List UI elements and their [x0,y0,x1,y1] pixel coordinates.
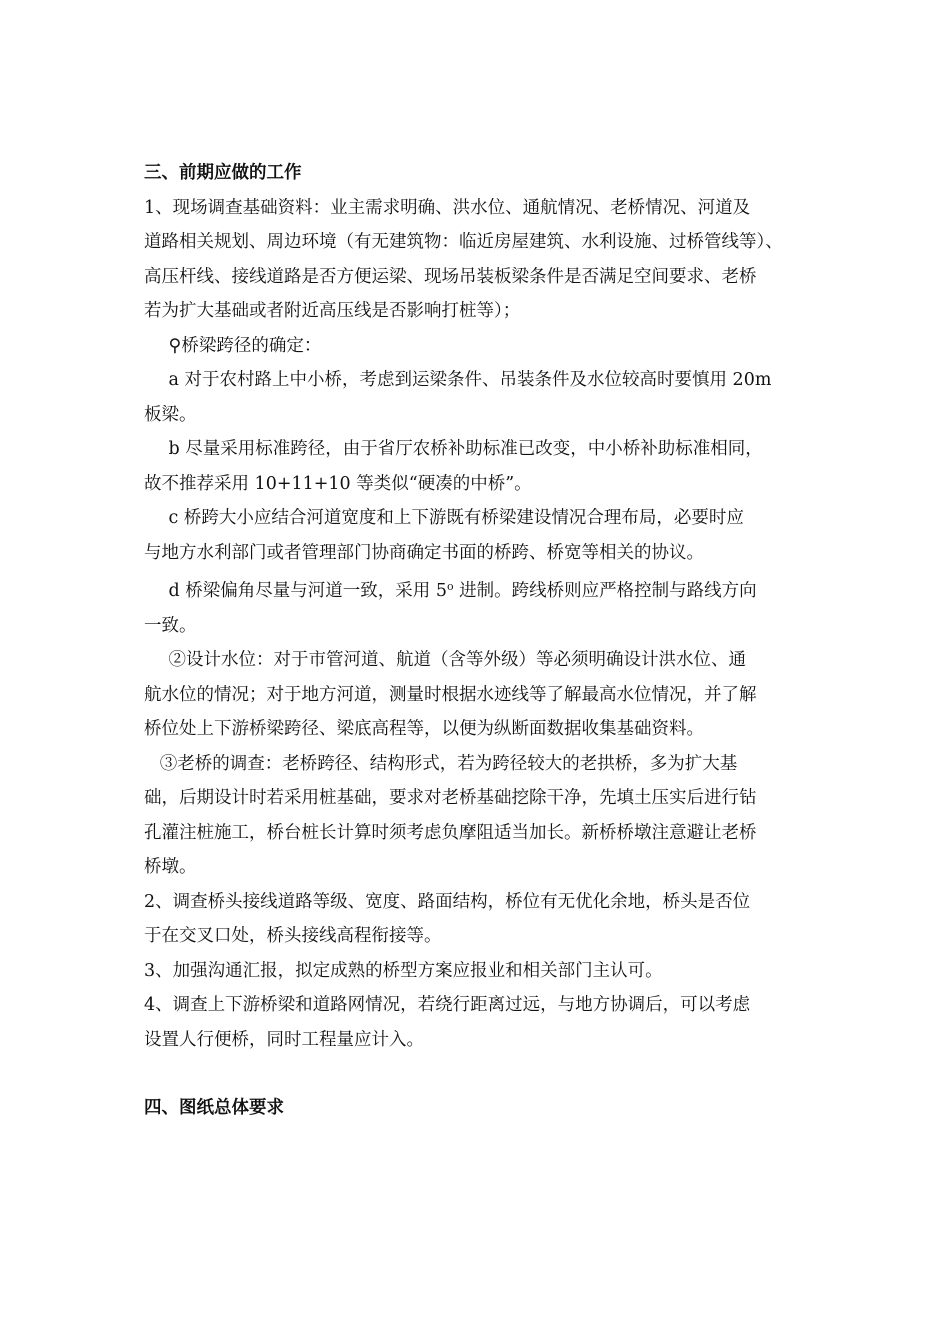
item-1-line-4: 若为扩大基础或者附近高压线是否影响打桩等）； [144,301,521,321]
item-3: 3、加强沟通汇报，拟定成熟的桥型方案应报业和相关部门主认可。 [144,960,663,981]
point-d-text-post: 进制。跨线桥则应严格控制与路线方向 [453,581,757,601]
old-bridge-line-2: 础，后期设计时若采用桩基础，要求对老桥基础挖除干净，先填土压实后进行钻 [144,788,757,808]
item-2-line-2: 于在交叉口处，桥头接线高程衔接等。 [144,926,442,946]
item-1-line-2: 道路相关规划、周边环境（有无建筑物：临近房屋建筑、水利设施、过桥管线等）、 [144,232,783,252]
degree-superscript: o [446,580,454,593]
item-4-line-2: 设置人行便桥，同时工程量应计入。 [144,1029,424,1050]
section-4-title: 四、图纸总体要求 [144,1098,284,1118]
point-d-line-2: 一致。 [144,615,197,636]
point-d-line-1 [144,570,808,609]
old-bridge-line-1: ③老桥的调查：老桥跨径、结构形式，若为跨径较大的老拱桥，多为扩大基 [159,753,738,774]
span-heading: ⚲桥梁跨径的确定： [168,335,322,356]
point-a-line-2: 板梁。 [144,404,197,425]
water-level-line-2: 航水位的情况；对于地方河道，测量时根据水迹线等了解最高水位情况，并了解 [144,684,757,705]
water-level-line-1: ②设计水位：对于市管河道、航道（含等外级）等必须明确设计洪水位、通 [168,650,746,670]
water-level-line-3: 桥位处上下游桥梁跨径、梁底高程等，以便为纵断面数据收集基础资料。 [144,719,704,739]
old-bridge-line-4: 桥墩。 [144,857,197,877]
point-d-text-pre: d 桥梁偏角尽量与河道一致，采用 5 [168,581,447,601]
item-2-line-1: 2、调查桥头接线道路等级、宽度、路面结构，桥位有无优化余地，桥头是否位 [144,891,751,912]
item-1-line-1: 1、现场调查基础资料：业主需求明确、洪水位、通航情况、老桥情况、河道及 [144,197,751,218]
point-b-line-2: 故不推荐采用 10+11+10 等类似“硬凑的中桥”。 [144,473,532,494]
point-c-line-2: 与地方水利部门或者管理部门协商确定书面的桥跨、桥宽等相关的协议。 [144,542,704,563]
item-1-line-3: 高压杆线、接线道路是否方便运梁、现场吊装板梁条件是否满足空间要求、老桥 [144,266,757,287]
point-a-line-1: a 对于农村路上中小桥，考虑到运梁条件、吊装条件及水位较高时要慎用 20m [168,370,772,390]
item-4-line-1: 4、调查上下游桥梁和道路网情况，若绕行距离过远，与地方协调后，可以考虑 [144,995,751,1015]
document-body [144,156,808,1126]
section-3-title: 三、前期应做的工作 [144,163,302,183]
point-c-line-1: c 桥跨大小应结合河道宽度和上下游既有桥梁建设情况合理布局，必要时应 [168,508,744,528]
point-b-line-1: b 尽量采用标准跨径，由于省厅农桥补助标准已改变，中小桥补助标准相同， [168,439,763,459]
old-bridge-line-3: 孔灌注桩施工，桥台桩长计算时须考虑负摩阻适当加长。新桥桥墩注意避让老桥 [144,822,757,843]
